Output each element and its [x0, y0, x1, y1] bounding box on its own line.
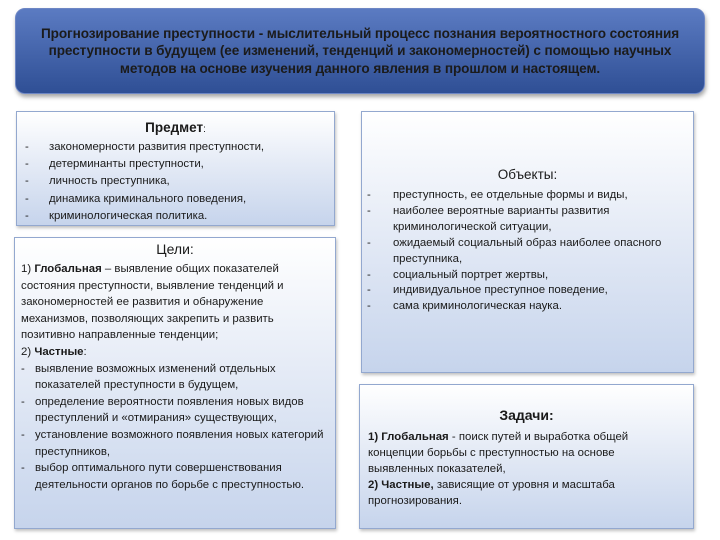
goals-global-text: – выявление общих показателей состояния преступности, выявление тенденций и закономерностей ее развития и обнаружение механизмов, позволяющих закрепить и развить позитивно направленные тенденции; [21, 263, 284, 342]
list-item: - выявление возможных изменений отдельных показателей преступности в будущем, [21, 362, 276, 392]
list-item: - социальный портрет жертвы, [367, 268, 549, 281]
list-item: - сама криминологическая наука. [367, 300, 563, 313]
list-item: - закономерности развития преступности, [25, 141, 265, 153]
tasks-title: Задачи: [499, 407, 554, 423]
subject-title [17, 120, 334, 135]
definition-banner [15, 8, 705, 94]
list-item: - ожидаемый социальный образ наиболее опасного преступника, [367, 236, 662, 265]
tasks-box [359, 384, 694, 529]
subject-title-colon: : [203, 124, 206, 135]
subject-box [16, 111, 335, 226]
goals-list [21, 361, 329, 494]
list-item: - преступность, ее отдельные формы и виды, [367, 189, 628, 201]
tasks-content [368, 429, 683, 509]
tasks-private [368, 477, 683, 509]
list-item: - динамика криминального поведения, [25, 192, 247, 205]
goals-content [21, 261, 329, 493]
objects-box [361, 111, 694, 373]
list-item: - наиболее вероятные варианты развития криминологической ситуации, [367, 204, 610, 233]
objects-list [367, 188, 683, 315]
goals-global-label: Глобальная [34, 263, 102, 275]
objects-title: Объекты: [497, 167, 558, 182]
goals-global [21, 261, 329, 344]
list-item: - установление возможного появления новых категорий преступников, [21, 428, 324, 458]
goals-private-label: Частные [34, 345, 84, 358]
list-item: - определение вероятности появления новых видов преступлений и «отмирания» существующих, [21, 395, 304, 425]
list-item: - личность преступника, [25, 175, 170, 188]
subject-title-text: Предмет [145, 120, 204, 135]
definition-text: Прогнозирование преступности - мыслительный процесс познания вероятностного состояния преступности в будущем (ее изменений, тенденций и закономерностей) с помощью научных методов на основе изучения данного явления в прошлом и настоящем. [40, 25, 680, 76]
tasks-global-text: - поиск путей и выработка общей концепции борьбы с преступностью на основе выявленных показателей, [368, 431, 629, 475]
goals-box [14, 237, 336, 529]
tasks-private-text: зависящие от уровня и масштаба прогнозирования. [368, 479, 615, 507]
goals-global-num: 1) [21, 263, 32, 275]
goals-title: Цели: [156, 241, 194, 257]
tasks-global-label: 1) Глобальная [368, 431, 449, 443]
list-item: - детерминанты преступности, [25, 158, 204, 171]
tasks-global [368, 429, 683, 477]
list-item: - криминологическая политика. [25, 209, 208, 222]
tasks-private-label: 2) Частные, [368, 479, 434, 491]
list-item: - выбор оптимального пути совершенствования деятельности органов по борьбе с преступностью. [21, 462, 305, 491]
goals-private-heading: 2) Частные: [21, 345, 87, 358]
subject-list [25, 139, 326, 225]
list-item: - индивидуальное преступное поведение, [367, 284, 608, 297]
